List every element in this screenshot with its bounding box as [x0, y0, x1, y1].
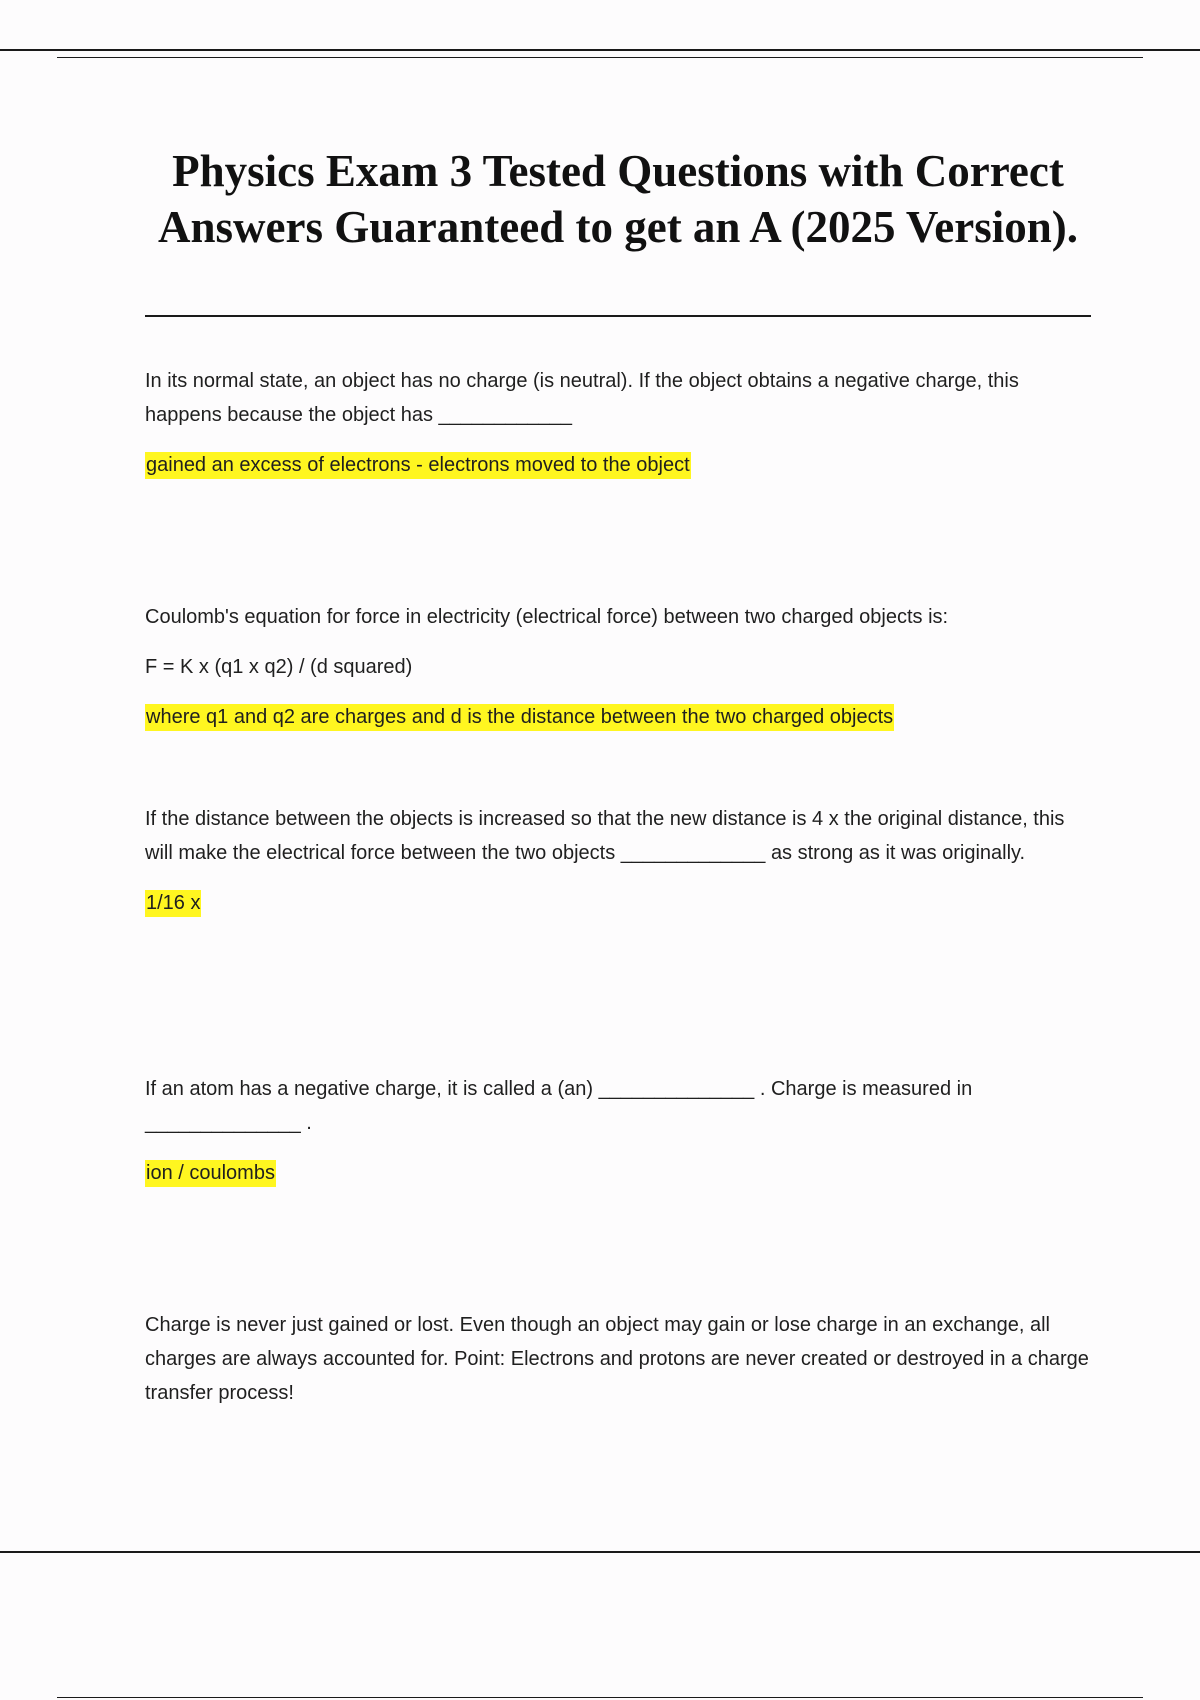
statement-block — [145, 1308, 1095, 1410]
bottom-border-rule — [0, 1551, 1200, 1553]
question-text: If the distance between the objects is increased so that the new distance is 4 x the original distance, this will make the electrical force between the two objects _____________ as strong as it was originally. — [145, 808, 1065, 864]
formula-text: F = K x (q1 x q2) / (d squared) — [145, 656, 413, 678]
document-title: Physics Exam 3 Tested Questions with Correct Answers Guaranteed to get an A (2025 Version). — [158, 146, 1078, 252]
answer-highlight: where q1 and q2 are charges and d is the distance between the two charged objects — [145, 704, 894, 731]
top-inner-rule — [57, 57, 1143, 58]
bottom-inner-rule — [57, 1697, 1143, 1698]
answer-highlight: gained an excess of electrons - electrons moved to the object — [145, 452, 691, 479]
question-block-3 — [145, 802, 1095, 920]
question-block-2 — [145, 600, 1095, 734]
question-text: In its normal state, an object has no charge (is neutral). If the object obtains a negative charge, this happens because the object has ____________ — [145, 370, 1019, 426]
question-block-1 — [145, 364, 1095, 482]
question-block-4 — [145, 1072, 1095, 1190]
statement-text: Charge is never just gained or lost. Even though an object may gain or lose charge in an exchange, all charges are always accounted for. Point: Electrons and protons are never created or destroyed in a charge transfer process! — [145, 1314, 1089, 1404]
answer-highlight: ion / coulombs — [145, 1160, 276, 1187]
answer-highlight: 1/16 x — [145, 890, 201, 917]
title-underline — [145, 315, 1091, 317]
question-text: If an atom has a negative charge, it is called a (an) ______________ . Charge is measured in ______________ . — [145, 1078, 973, 1134]
top-border-rule — [0, 49, 1200, 51]
question-text: Coulomb's equation for force in electricity (electrical force) between two charged objects is: — [145, 606, 949, 628]
